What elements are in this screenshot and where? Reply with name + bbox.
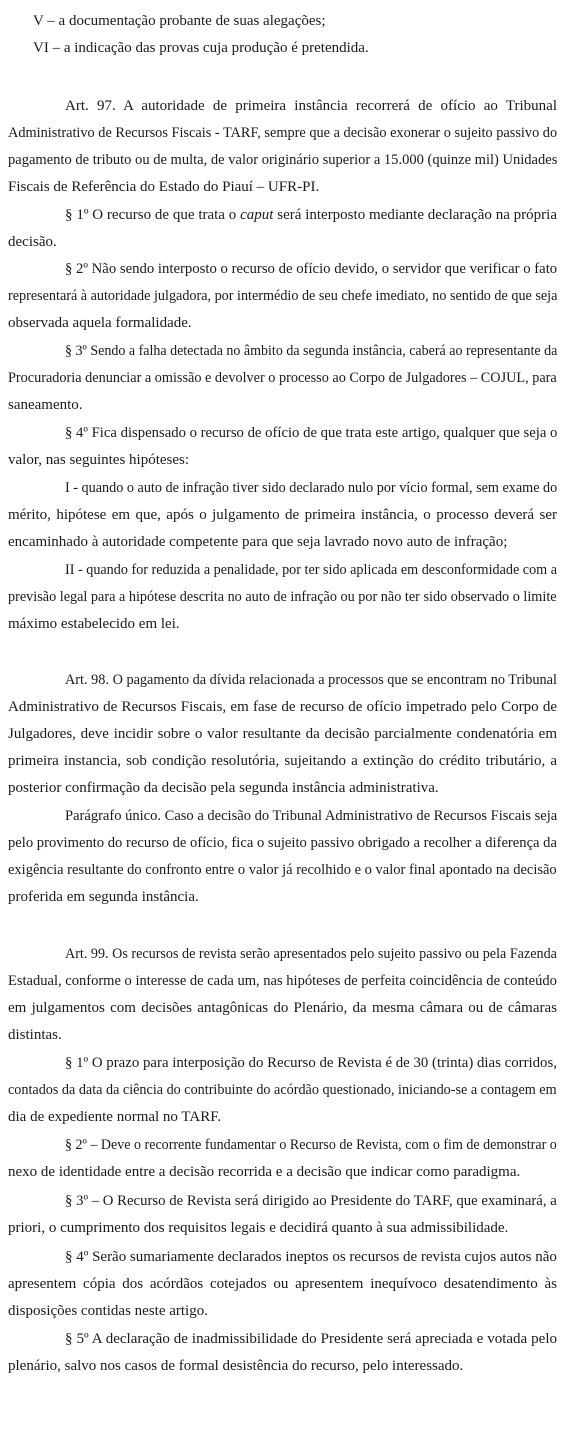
art99-paragraph-5: § 5º A declaração de inadmissibilidade do Presidente será apreciada e votada pelo <box>65 1331 557 1347</box>
art99-line: distintas. <box>8 1027 62 1043</box>
art97-inciso-i: mérito, hipótese em que, após o julgamento de primeira instância, o processo deverá ser <box>8 507 557 523</box>
art99-paragraph-3: priori, o cumprimento dos requisitos legais e decidirá quanto à sua admissibilidade. <box>8 1220 509 1236</box>
art97-paragraph-2: representará à autoridade julgadora, por intermédio de seu chefe imediato, no sentido de que seja <box>8 288 558 304</box>
caput-emphasis: caput <box>240 207 274 223</box>
art99-paragraph-3: § 3º – O Recurso de Revista será dirigido ao Presidente do TARF, que examinará, a <box>65 1193 557 1209</box>
inciso-v: V – a documentação probante de suas alegações; <box>33 13 326 29</box>
art97-inciso-i: I - quando o auto de infração tiver sido declarado nulo por vício formal, sem exame do <box>65 480 558 496</box>
art97-paragraph-1: § 1º O recurso de que trata o caput será interposto mediante declaração na própria <box>65 207 557 223</box>
art98-line: primeira instancia, sob condição resolutória, sujeitando a extinção do crédito tributário, a <box>8 753 557 769</box>
art99-paragraph-1: dia de expediente normal no TARF. <box>8 1109 222 1125</box>
art99-paragraph-1: § 1º O prazo para interposição do Recurso de Revista é de 30 (trinta) dias corridos, <box>65 1055 557 1071</box>
art99-line: em julgamentos com decisões antagônicas do Plenário, da mesma câmara ou de câmaras <box>8 1000 557 1016</box>
art99-paragraph-4: apresentem cópia dos acórdãos cotejados ou apresentem inequívoco desatendimento às <box>8 1276 557 1292</box>
art98-paragrafo-unico: Parágrafo único. Caso a decisão do Tribunal Administrativo de Recursos Fiscais seja <box>65 808 558 824</box>
art97-line: Fiscais de Referência do Estado do Piauí – UFR-PI. <box>8 179 320 195</box>
art99-paragraph-1: contados da data da ciência do contribuinte do acórdão questionado, iniciando-se a contagem em <box>8 1082 557 1098</box>
art97-line: Administrativo de Recursos Fiscais - TARF, sempre que a decisão exonerar o sujeito passivo do <box>8 125 558 141</box>
art97-inciso-ii: II - quando for reduzida a penalidade, por ter sido aplicada em desconformidade com a <box>65 562 558 578</box>
art99-line: Art. 99. Os recursos de revista serão apresentados pelo sujeito passivo ou pela Fazenda <box>65 946 557 962</box>
art98-line: Administrativo de Recursos Fiscais, em fase de recurso de ofício impetrado pelo Corpo de <box>8 699 557 715</box>
inciso-vi: VI – a indicação das provas cuja produção é pretendida. <box>33 40 369 56</box>
art98-line: Julgadores, deve incidir sobre o valor resultante da decisão parcialmente condenatória em <box>8 726 557 742</box>
art99-paragraph-4: disposições contidas neste artigo. <box>8 1303 208 1319</box>
art97-inciso-ii: previsão legal para a hipótese descrita no auto de infração ou por não ter sido observado o limite <box>8 589 557 605</box>
art98-line: posterior confirmação da decisão pela segunda instância administrativa. <box>8 780 439 796</box>
art98-paragrafo-unico: exigência resultante do confronto entre o valor já recolhido e o valor final apontado na decisão <box>8 862 557 878</box>
art99-paragraph-4: § 4º Serão sumariamente declarados ineptos os recursos de revista cujos autos não <box>65 1249 557 1265</box>
art97-paragraph-3: Procuradoria denunciar a omissão e devolver o processo ao Corpo de Julgadores – COJUL, para <box>8 370 557 386</box>
art99-paragraph-5: plenário, salvo nos casos de formal desistência do recurso, pelo interessado. <box>8 1358 464 1374</box>
art97-line: pagamento de tributo ou de multa, de valor originário superior a 15.000 (quinze mil) Unidades <box>8 152 558 168</box>
art98-line: Art. 98. O pagamento da dívida relacionada a processos que se encontram no Tribunal <box>65 672 557 688</box>
art97-paragraph-3: § 3º Sendo a falha detectada no âmbito da segunda instância, caberá ao representante da <box>65 343 558 359</box>
art97-paragraph-4: § 4º Fica dispensado o recurso de ofício de que trata este artigo, qualquer que seja o <box>65 425 558 441</box>
art97-paragraph-4: valor, nas seguintes hipóteses: <box>8 452 190 468</box>
art99-paragraph-2: § 2º – Deve o recorrente fundamentar o Recurso de Revista, com o fim de demonstrar o <box>65 1137 557 1153</box>
art97-line: Art. 97. A autoridade de primeira instância recorrerá de ofício ao Tribunal <box>65 98 557 114</box>
art98-paragrafo-unico: pelo provimento do recurso de ofício, fica o sujeito passivo obrigado a recolher a diferença da <box>8 835 557 851</box>
art97-inciso-ii: máximo estabelecido em lei. <box>8 616 180 632</box>
art98-paragrafo-unico: proferida em segunda instância. <box>8 889 199 905</box>
art97-paragraph-1-line: decisão. <box>8 234 57 250</box>
art97-paragraph-2: observada aquela formalidade. <box>8 315 192 331</box>
art97-inciso-i: encaminhado à autoridade competente para que seja lavrado novo auto de infração; <box>8 534 508 550</box>
art97-paragraph-3: saneamento. <box>8 397 83 413</box>
art97-paragraph-2: § 2º Não sendo interposto o recurso de ofício devido, o servidor que verificar o fato <box>65 261 558 277</box>
art99-line: Estadual, conforme o interesse de cada um, nas hipóteses de perfeita coincidência de conteúdo <box>8 973 557 989</box>
art99-paragraph-2: nexo de identidade entre a decisão recorrida e a decisão que indicar como paradigma. <box>8 1164 521 1180</box>
